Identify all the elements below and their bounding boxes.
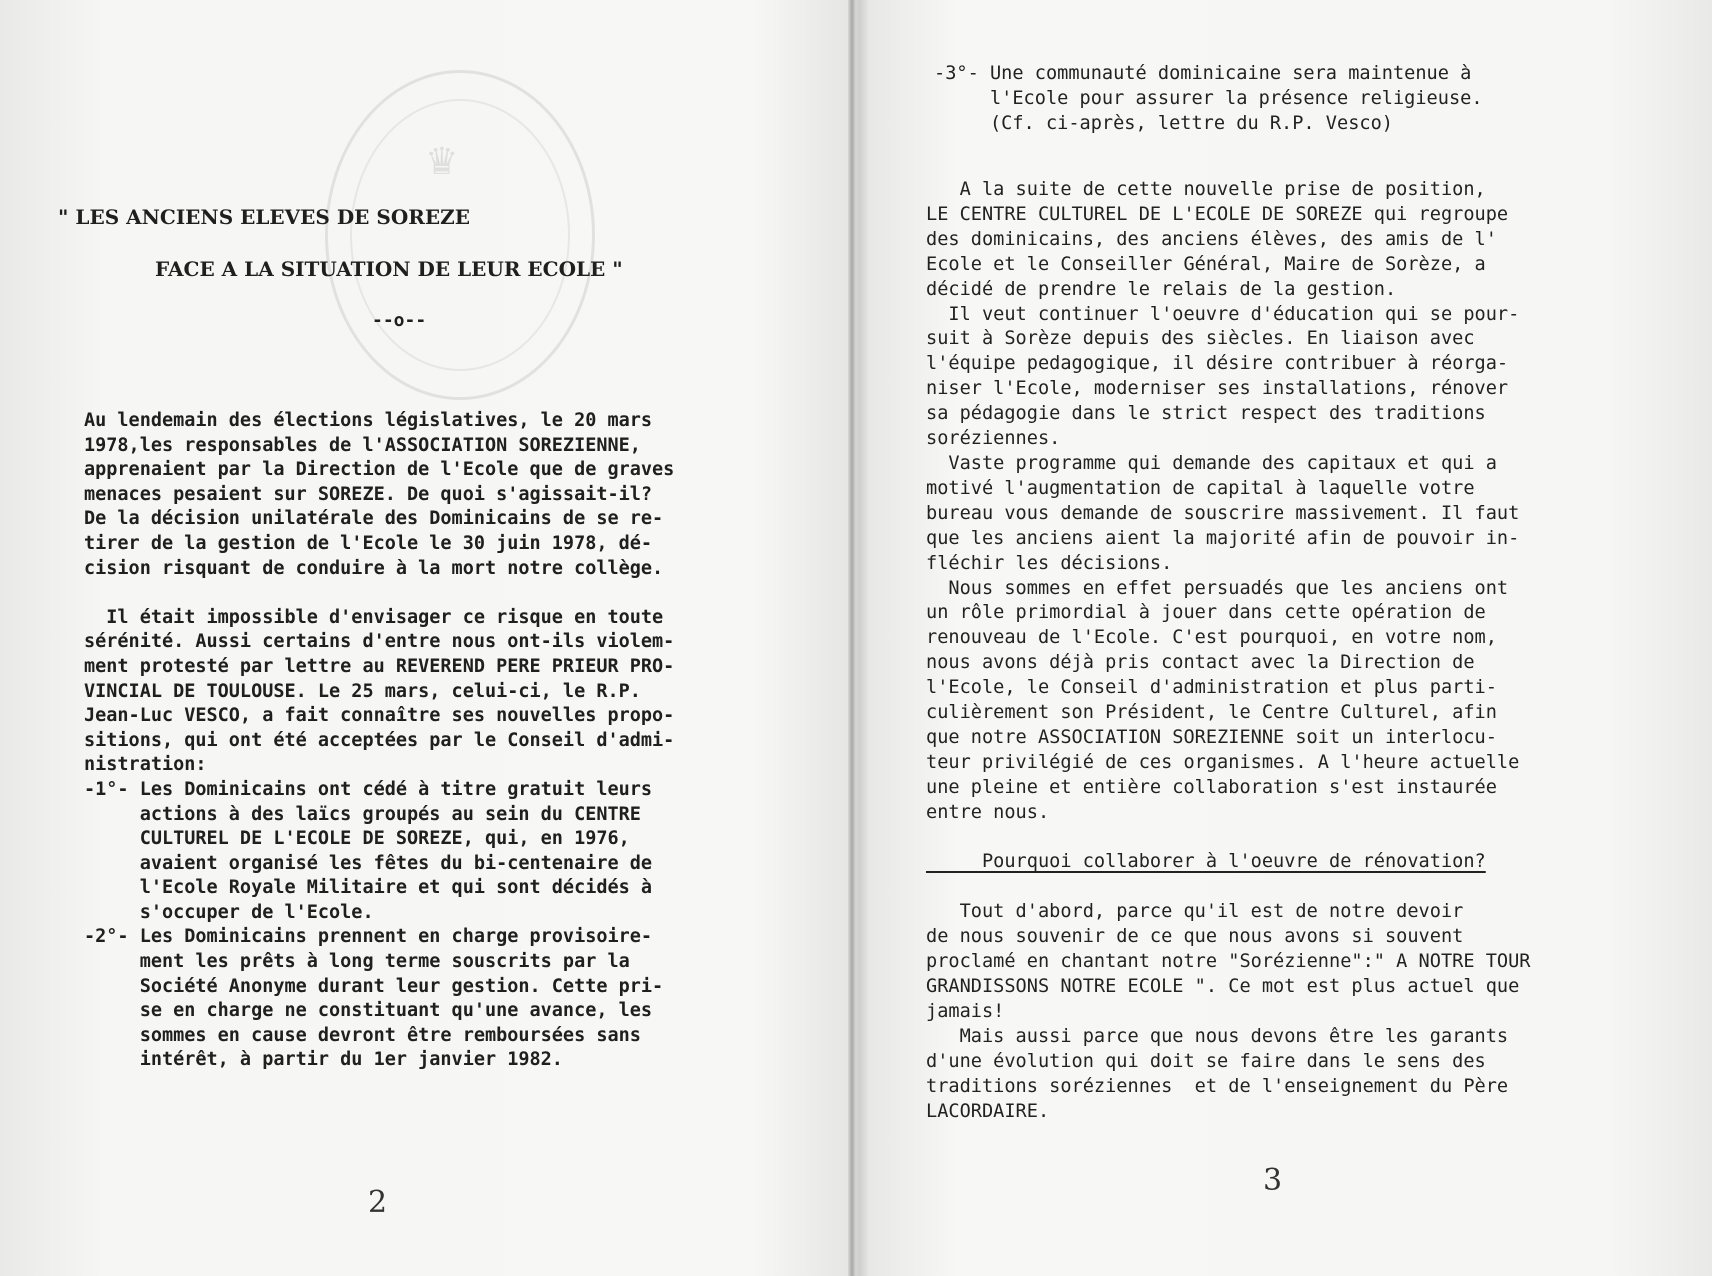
text-line: culièrement son Président, le Centre Culturel, afin: [926, 702, 1497, 724]
text-line: GRANDISSONS NOTRE ECOLE ". Ce mot est plus actuel que: [926, 976, 1520, 997]
text-line: que notre ASSOCIATION SOREZIENNE soit un interlocu-: [926, 726, 1497, 748]
text-line: intérêt, à partir du 1er janvier 1982.: [84, 1049, 563, 1071]
text-line: Pourquoi collaborer à l'oeuvre de rénovation?: [926, 851, 1486, 873]
text-line: l'Ecole Royale Militaire et qui sont décidés à: [84, 877, 653, 899]
text-line: que les anciens aient la majorité afin de pouvoir in-: [926, 527, 1520, 549]
text-line: fléchir les décisions.: [926, 552, 1173, 574]
text-line: se en charge ne constituant qu'une avance, les: [84, 1000, 653, 1022]
text-line: Il était impossible d'envisager ce risque en toute: [84, 606, 664, 628]
text-line: Au lendemain des élections législatives, le 20 mars: [84, 410, 653, 431]
text-line: teur privilégié de ces organismes. A l'heure actuelle: [926, 751, 1520, 773]
text-line: l'Ecole, le Conseil d'administration et plus parti-: [926, 677, 1497, 699]
left-body-text: [84, 409, 674, 1073]
text-line: ment les prêts à long terme souscrits par la: [84, 951, 630, 973]
text-line: motivé l'augmentation de capital à laquelle votre: [926, 477, 1475, 499]
text-line: avaient organisé les fêtes du bi-centenaire de: [84, 852, 653, 874]
text-line: menaces pesaient sur SOREZE. De quoi s'agissait-il?: [84, 483, 653, 505]
text-line: tirer de la gestion de l'Ecole le 30 juin 1978, dé-: [84, 532, 653, 554]
text-line: Ecole et le Conseiller Général, Maire de Sorèze, a: [926, 253, 1486, 275]
text-line: De la décision unilatérale des Dominicains de se re-: [84, 508, 664, 530]
title-line-1: " LES ANCIENS ELEVES DE SOREZE: [58, 205, 470, 229]
text-line: une pleine et entière collaboration s'est instaurée: [926, 776, 1497, 798]
page-number-left: 2: [368, 1185, 388, 1220]
separator: --o--: [372, 310, 427, 331]
text-line: de nous souvenir de ce que nous avons si souvent: [926, 926, 1464, 948]
text-line: un rôle primordial à jouer dans cette opération de: [926, 602, 1486, 624]
text-line: 1978,les responsables de l'ASSOCIATION SOREZIENNE,: [84, 434, 641, 456]
text-line: proclamé en chantant notre "Sorézienne":" A NOTRE TOUR: [926, 951, 1531, 973]
text-line: sitions, qui ont été acceptées par le Conseil d'admi-: [84, 729, 675, 751]
item-3-text: [934, 62, 1483, 137]
text-line: Mais aussi parce que nous devons être les garants: [926, 1025, 1509, 1047]
spine-fold: [848, 0, 856, 1276]
text-line: -1°- Les Dominicains ont cédé à titre gratuit leurs: [84, 778, 653, 800]
text-line: -3°- Une communauté dominicaine sera maintenue à: [934, 63, 1472, 84]
text-line: l'Ecole pour assurer la présence religieuse.: [934, 87, 1483, 109]
text-line: l'équipe pedagogique, il désire contribuer à réorga-: [926, 353, 1509, 375]
text-line: nous avons déjà pris contact avec la Direction de: [926, 652, 1475, 674]
text-line: ment protesté par lettre au REVEREND PERE PRIEUR PRO-: [84, 655, 675, 677]
text-line: sa pédagogie dans le strict respect des traditions: [926, 403, 1486, 425]
text-line: renouveau de l'Ecole. C'est pourquoi, en votre nom,: [926, 627, 1497, 649]
text-line: Nous sommes en effet persuadés que les anciens ont: [926, 577, 1509, 599]
page-number-right: 3: [1263, 1163, 1283, 1198]
text-line: sérénité. Aussi certains d'entre nous ont-ils violem-: [84, 631, 675, 653]
text-line: [84, 581, 674, 606]
text-line: LE CENTRE CULTUREL DE L'ECOLE DE SOREZE qui regroupe: [926, 203, 1509, 225]
text-line: des dominicains, des anciens élèves, des amis de l': [926, 228, 1497, 250]
text-line: [926, 826, 1531, 851]
text-line: nistration:: [84, 754, 207, 776]
right-body-text: [926, 178, 1531, 1124]
text-line: bureau vous demande de souscrire massivement. Il faut: [926, 502, 1520, 524]
left-page: [0, 0, 848, 1276]
text-line: (Cf. ci-après, lettre du R.P. Vesco): [934, 112, 1393, 134]
text-line: Tout d'abord, parce qu'il est de notre devoir: [926, 901, 1464, 923]
text-line: cision risquant de conduire à la mort notre collège.: [84, 557, 664, 579]
text-line: d'une évolution qui doit se faire dans le sens des: [926, 1050, 1486, 1072]
text-line: Jean-Luc VESCO, a fait connaître ses nouvelles propo-: [84, 705, 675, 727]
text-line: soréziennes.: [926, 428, 1061, 450]
text-line: -2°- Les Dominicains prennent en charge provisoire-: [84, 926, 653, 948]
text-line: sommes en cause devront être remboursées sans: [84, 1024, 641, 1046]
text-line: Il veut continuer l'oeuvre d'éducation qui se pour-: [926, 303, 1520, 325]
text-line: entre nous.: [926, 801, 1050, 823]
text-line: suit à Sorèze depuis des siècles. En liaison avec: [926, 328, 1475, 350]
title-line-2: FACE A LA SITUATION DE LEUR ECOLE ": [155, 257, 623, 281]
text-line: [926, 875, 1531, 900]
text-line: A la suite de cette nouvelle prise de position,: [926, 179, 1486, 200]
text-line: niser l'Ecole, moderniser ses installations, rénover: [926, 378, 1509, 400]
text-line: apprenaient par la Direction de l'Ecole que de graves: [84, 459, 675, 481]
text-line: décidé de prendre le relais de la gestion.: [926, 278, 1397, 300]
text-line: CULTUREL DE L'ECOLE DE SOREZE, qui, en 1976,: [84, 828, 630, 850]
text-line: traditions soréziennes et de l'enseignement du Père: [926, 1075, 1509, 1097]
crown-icon: ♛: [428, 131, 456, 185]
text-line: Vaste programme qui demande des capitaux et qui a: [926, 452, 1497, 474]
text-line: actions à des laïcs groupés au sein du CENTRE: [84, 803, 641, 825]
text-line: s'occuper de l'Ecole.: [84, 901, 374, 923]
text-line: VINCIAL DE TOULOUSE. Le 25 mars, celui-ci, le R.P.: [84, 680, 641, 702]
stamp-watermark: [325, 70, 595, 400]
text-line: LACORDAIRE.: [926, 1100, 1050, 1122]
text-line: jamais!: [926, 1000, 1005, 1022]
text-line: Société Anonyme durant leur gestion. Cette pri-: [84, 975, 664, 997]
